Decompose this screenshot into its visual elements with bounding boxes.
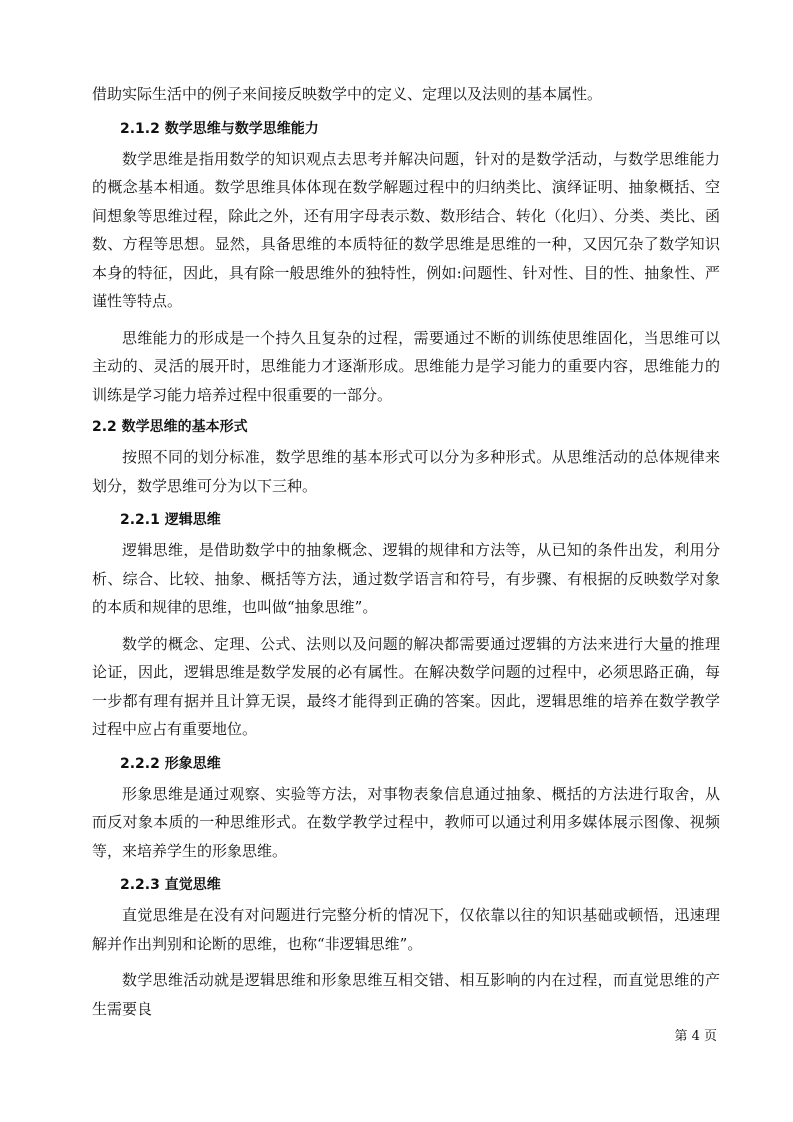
paragraph: 形象思维是通过观察、实验等方法，对事物表象信息通过抽象、概括的方法进行取舍，从而反对象本质的一种思维形式。在数学教学过程中，教师可以通过利用多媒体展示图像、视频等，来培养学生的形象思维。 xyxy=(92,784,720,860)
section-heading-2-2: 2.2 数学思维的基本形式 xyxy=(92,419,248,435)
paragraph: 逻辑思维，是借助数学中的抽象概念、逻辑的规律和方法等，从已知的条件出发，利用分析、综合、比较、抽象、概括等方法，通过数学语言和符号，有步骤、有根据的反映数学对象的本质和规律的思维，也叫做“抽象思维”。 xyxy=(92,541,720,616)
paragraph: 数学的概念、定理、公式、法则以及问题的解决都需要通过逻辑的方法来进行大量的推理论证，因此，逻辑思维是数学发展的必有属性。在解决数学问题的过程中，必须思路正确，每一步都有理有据并且计算无误，最终才能得到正确的答案。因此，逻辑思维的培养在数学教学过程中应占有重要地位。 xyxy=(92,634,720,738)
page-number: 第 4 页 xyxy=(674,1029,717,1044)
section-heading-2-2-2: 2.2.2 形象思维 xyxy=(120,755,221,772)
section-heading-2-2-1: 2.2.1 逻辑思维 xyxy=(120,512,221,528)
section-heading-2-2-3: 2.2.3 直觉思维 xyxy=(120,877,221,893)
paragraph: 数学思维活动就是逻辑思维和形象思维互相交错、相互影响的内在过程，而直觉思维的产生需要良 xyxy=(92,971,720,1018)
paragraph: 直觉思维是在没有对问题进行完整分析的情况下，仅依靠以往的知识基础或顿悟，迅速理解并作出判别和论断的思维，也称“非逻辑思维”。 xyxy=(92,906,720,953)
paragraph: 按照不同的划分标准，数学思维的基本形式可以分为多种形式。从思维活动的总体规律来划分，数学思维可分为以下三种。 xyxy=(92,448,720,495)
paragraph: 数学思维是指用数学的知识观点去思考并解决问题，针对的是数学活动，与数学思维能力的概念基本相通。数学思维具体体现在数学解题过程中的归纳类比、演绎证明、抽象概括、空间想象等思维过程，除此之外，还有用字母表示数、数形结合、转化（化归）、分类、类比、函数、方程等思想。显然，具备思维的本质特征的数学思维是思维的一种，又因冗杂了数学知识本身的特征，因此，具有除一般思维外的独特性，例如:问题性、针对性、目的性、抽象性、严谨性等特点。 xyxy=(92,149,720,310)
document-body xyxy=(92,80,720,1023)
section-heading-2-1-2: 2.1.2 数学思维与数学思维能力 xyxy=(120,120,319,137)
paragraph: 借助实际生活中的例子来间接反映数学中的定义、定理以及法则的基本属性。 xyxy=(92,85,603,103)
paragraph: 思维能力的形成是一个持久且复杂的过程，需要通过不断的训练使思维固化，当思维可以主动的、灵活的展开时，思维能力才逐渐形成。思维能力是学习能力的重要内容，思维能力的训练是学习能力培养过程中很重要的一部分。 xyxy=(92,328,720,404)
